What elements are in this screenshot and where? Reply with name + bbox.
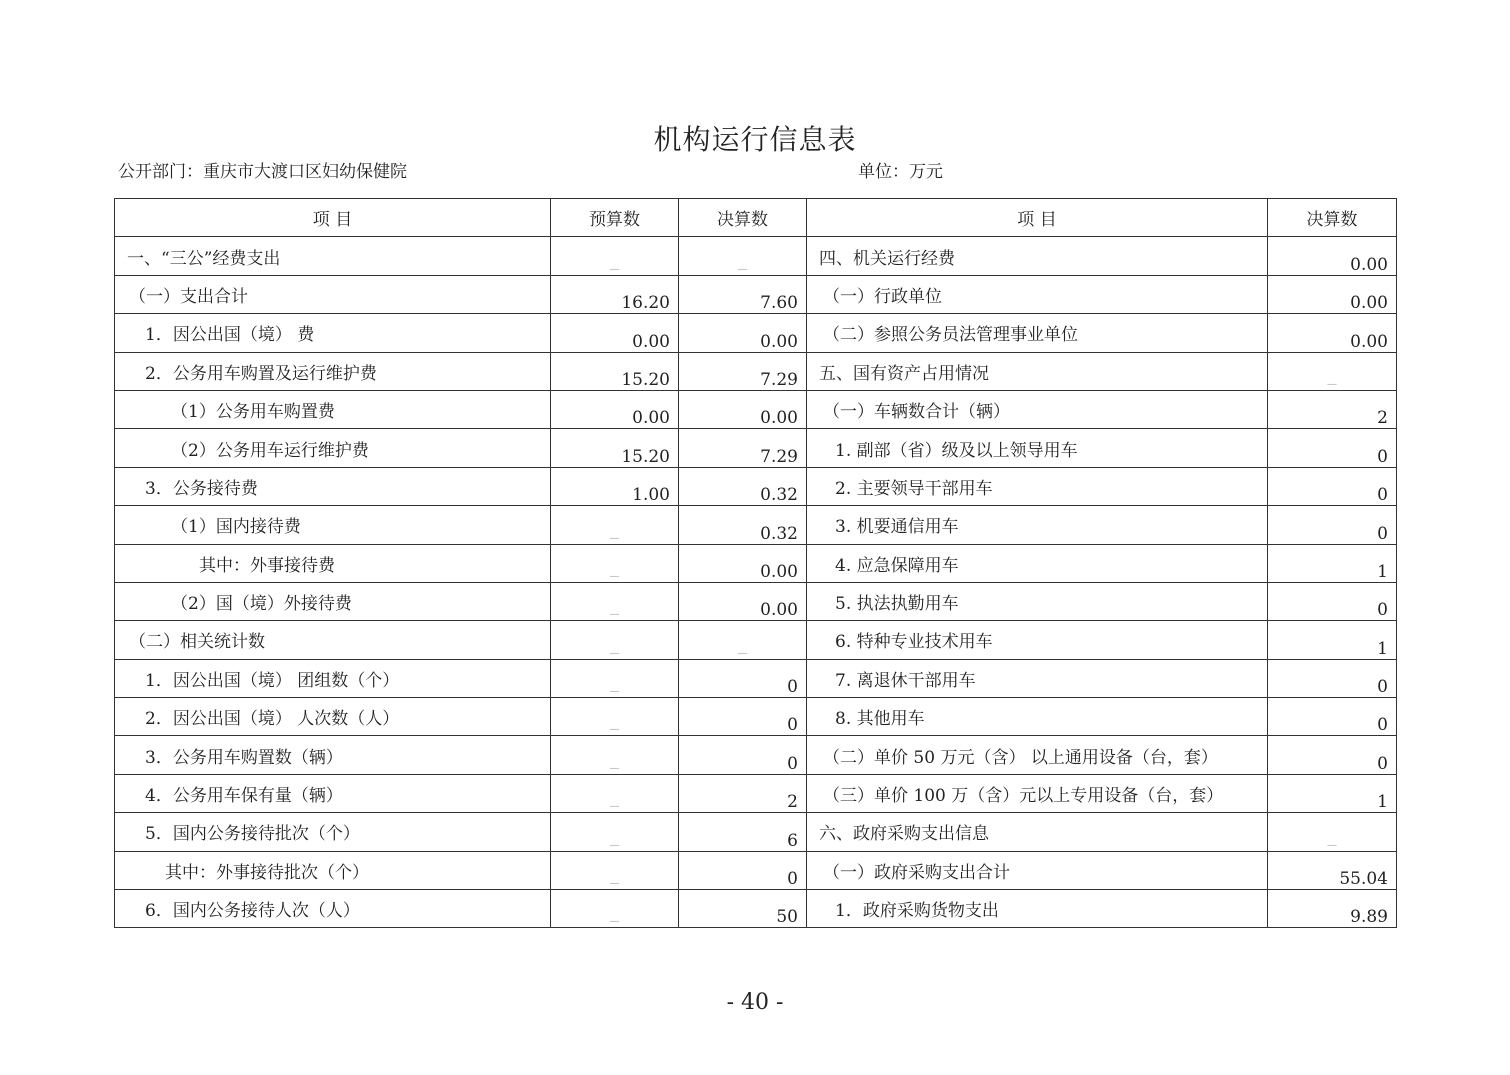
unit-label: 单位：万元 [858,162,943,182]
row-item-left: 6．国内公务接待人次（人） [115,890,551,928]
row-budget: — [551,851,679,889]
page-title: 机构运行信息表 [653,123,857,156]
row-budget: — [551,544,679,582]
row-actual-right: 9.89 [1268,890,1397,928]
row-budget: — [551,813,679,851]
row-item-right: 五、国有资产占用情况 [807,352,1268,390]
department-label: 公开部门：重庆市大渡口区妇幼保健院 [118,162,407,182]
table-row [115,467,1397,505]
row-budget: — [551,582,679,620]
row-item-right: 6. 特种专业技术用车 [807,621,1268,659]
table-row [115,582,1397,620]
row-actual-right: 1 [1268,544,1397,582]
row-actual: 0 [679,851,807,889]
row-actual-right: 55.04 [1268,851,1397,889]
row-item-right: 四、机关运行经费 [807,237,1268,275]
row-item-left: 2．公务用车购置及运行维护费 [115,352,551,390]
table-row [115,736,1397,774]
row-item-left: （1）公务用车购置费 [115,390,551,428]
row-item-right: （一）政府采购支出合计 [807,851,1268,889]
table-row [115,813,1397,851]
row-budget: — [551,237,679,275]
row-item-right: （三）单价 100 万（含）元以上专用设备（台，套） [807,774,1268,812]
row-actual: — [679,237,807,275]
table-header-row [115,199,1397,237]
header-item-right: 项 目 [807,199,1268,237]
row-actual: 50 [679,890,807,928]
row-budget: — [551,736,679,774]
row-item-left: （2）国（境）外接待费 [115,582,551,620]
row-actual: 6 [679,813,807,851]
row-item-left: （2）公务用车运行维护费 [115,429,551,467]
row-item-right: （一）车辆数合计（辆） [807,390,1268,428]
table-row [115,390,1397,428]
row-budget: 15.20 [551,352,679,390]
table-row [115,506,1397,544]
row-actual: — [679,621,807,659]
row-item-right: （二）单价 50 万元（含） 以上通用设备（台，套） [807,736,1268,774]
row-actual-right: 2 [1268,390,1397,428]
header-actual: 决算数 [679,199,807,237]
row-item-left: （二）相关统计数 [115,621,551,659]
table-row [115,890,1397,928]
header-item-left: 项 目 [115,199,551,237]
row-actual-right: 0.00 [1268,275,1397,313]
row-budget: — [551,506,679,544]
row-item-left: 1．因公出国（境） 团组数（个） [115,659,551,697]
row-actual-right: 0.00 [1268,314,1397,352]
row-actual: 0.00 [679,544,807,582]
row-budget: 15.20 [551,429,679,467]
row-item-right: 8. 其他用车 [807,698,1268,736]
row-item-left: （1）国内接待费 [115,506,551,544]
row-actual-right: 0 [1268,698,1397,736]
header-budget: 预算数 [551,199,679,237]
row-actual: 2 [679,774,807,812]
row-actual: 7.29 [679,429,807,467]
info-table [114,198,1397,928]
row-item-left: 3．公务用车购置数（辆） [115,736,551,774]
table-row [115,237,1397,275]
row-item-right: （一）行政单位 [807,275,1268,313]
table-row [115,774,1397,812]
row-item-left: 1．因公出国（境） 费 [115,314,551,352]
row-item-left: 其中：外事接待费 [115,544,551,582]
row-actual-right: 0 [1268,736,1397,774]
table-row [115,314,1397,352]
row-actual-right: 1 [1268,621,1397,659]
table-row [115,659,1397,697]
row-actual: 0.00 [679,314,807,352]
row-item-right: 7. 离退休干部用车 [807,659,1268,697]
row-budget: 16.20 [551,275,679,313]
row-actual: 0.32 [679,506,807,544]
header-actual-right: 决算数 [1268,199,1397,237]
row-budget: 0.00 [551,314,679,352]
row-actual: 0.00 [679,582,807,620]
row-item-right: （二）参照公务员法管理事业单位 [807,314,1268,352]
table-row [115,352,1397,390]
row-item-left: 一、“三公”经费支出 [115,237,551,275]
table-row [115,544,1397,582]
row-item-left: 2．因公出国（境） 人次数（人） [115,698,551,736]
table-row [115,698,1397,736]
row-item-left: （一）支出合计 [115,275,551,313]
row-actual: 7.60 [679,275,807,313]
row-budget: — [551,659,679,697]
row-actual-right: 0 [1268,506,1397,544]
row-item-left: 5．国内公务接待批次（个） [115,813,551,851]
row-item-right: 3. 机要通信用车 [807,506,1268,544]
row-item-right: 1．政府采购货物支出 [807,890,1268,928]
row-actual-right: 0 [1268,659,1397,697]
row-actual: 7.29 [679,352,807,390]
table-row [115,621,1397,659]
row-actual-right: — [1268,352,1397,390]
row-budget: — [551,621,679,659]
row-item-right: 5. 执法执勤用车 [807,582,1268,620]
row-item-right: 2. 主要领导干部用车 [807,467,1268,505]
row-budget: 0.00 [551,390,679,428]
row-actual-right: 1 [1268,774,1397,812]
row-item-left: 3．公务接待费 [115,467,551,505]
row-actual: 0 [679,736,807,774]
row-item-left: 其中：外事接待批次（个） [115,851,551,889]
row-budget: — [551,890,679,928]
row-item-right: 六、政府采购支出信息 [807,813,1268,851]
page-number: - 40 - [726,990,784,1015]
table-row [115,851,1397,889]
row-item-right: 1. 副部（省）级及以上领导用车 [807,429,1268,467]
row-item-left: 4．公务用车保有量（辆） [115,774,551,812]
row-actual-right: 0 [1268,429,1397,467]
row-actual-right: 0 [1268,582,1397,620]
row-actual-right: — [1268,813,1397,851]
table-row [115,429,1397,467]
row-actual-right: 0.00 [1268,237,1397,275]
row-actual: 0 [679,698,807,736]
table-row [115,275,1397,313]
row-actual-right: 0 [1268,467,1397,505]
row-actual: 0 [679,659,807,697]
row-actual: 0.32 [679,467,807,505]
row-budget: — [551,698,679,736]
row-budget: 1.00 [551,467,679,505]
row-actual: 0.00 [679,390,807,428]
row-budget: — [551,774,679,812]
row-item-right: 4. 应急保障用车 [807,544,1268,582]
